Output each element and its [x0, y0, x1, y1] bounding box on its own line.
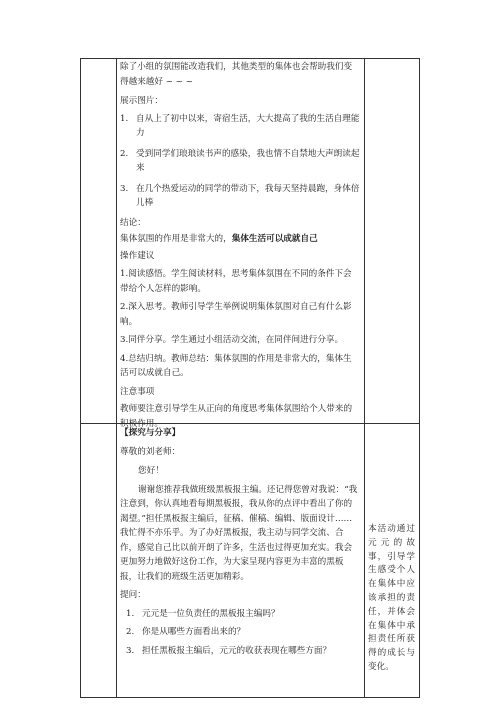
lesson-table: [80, 58, 420, 698]
letter-body: 谢谢您推荐我做班级黑板报主编。还记得您曾对我说：“我注意到，你认真地看每期黑板报，我从你的点评中看出了你的渴望。”担任黑板报主编后，征稿、催稿、编辑、版面设计……我忙得不亦乐乎。为了办好黑板报，我主动与同学交流、合作，感觉自己比以前开朗了许多，生活也过得更加充实。我会更加努力地做好这份工作，为大家呈现内容更为丰富的黑板报，让我们的班级生活更加精彩。: [120, 484, 358, 582]
table-divider-col2: [364, 58, 365, 698]
table-border-top: [80, 58, 420, 59]
picture-item: 1. 自从上了初中以来，寄宿生活，大大提高了我的生活自理能力: [120, 113, 360, 138]
table-border-right: [419, 58, 420, 698]
ops-item: 2.深入思考。教师引导学生举例说明集体氛围对自己有什么影响。: [120, 302, 352, 327]
table-border-left: [80, 58, 81, 698]
section-title: 【探究与分享】: [120, 428, 181, 438]
ops-item: 4.总结归纳。教师总结：集体氛围的作用是非常大的，集体生活可以成就自己。: [120, 353, 352, 378]
ops-item: 3.同伴分享。学生通过小组活动交流，在同伴间进行分享。: [120, 335, 344, 345]
side-note: 本活动通过元元的故事，引导学生感受个人在集体中应该承担的责任，并体会在集体中承担责任所获得的成长与变化。: [368, 524, 415, 672]
picture-item: 2. 受到同学们琅琅读书声的感染，我也情不自禁地大声朗读起来: [120, 148, 360, 173]
question-item: 3. 担任黑板报主编后，元元的收获表现在哪些方面？: [126, 645, 332, 656]
picture-item: 3. 在几个热爱运动的同学的带动下，我每天坚持晨跑，身体倍儿棒: [120, 183, 360, 208]
show-title: 展示图片：: [120, 96, 163, 106]
greeting: 您好！: [138, 466, 164, 476]
ops-item: 1.阅读感悟。学生阅读材料，思考集体氛围在不同的条件下会带给个人怎样的影响。: [120, 269, 352, 294]
conclusion-text: 集体氛围的作用是非常大的，集体生活可以成就自己: [120, 234, 318, 244]
conclusion-title: 结论：: [120, 217, 146, 228]
notes-text: 教师要注意引导学生从正向的角度思考集体氛围给个人带来的积极作用。: [120, 404, 353, 429]
salutation: 尊敬的刘老师：: [120, 446, 181, 457]
explore-share-cell: [120, 426, 360, 658]
question-item: 2. 你是从哪些方面看出来的？: [126, 627, 246, 637]
table-divider-col1: [116, 58, 117, 698]
table-border-bottom: [80, 697, 420, 698]
notes-title: 注意事项: [120, 386, 155, 397]
ops-title: 操作建议: [120, 250, 155, 261]
question-item: 1. 元元是一位负责任的黑板报主编吗？: [126, 608, 280, 619]
intro-line: 除了小组的氛围能改造我们，其他类型的集体也会帮助我们变得越来越好 ~ ~ ~: [120, 62, 353, 87]
design-note-cell: [368, 523, 415, 675]
activity-content-cell: [120, 60, 360, 431]
questions-title: 提问：: [120, 590, 146, 600]
